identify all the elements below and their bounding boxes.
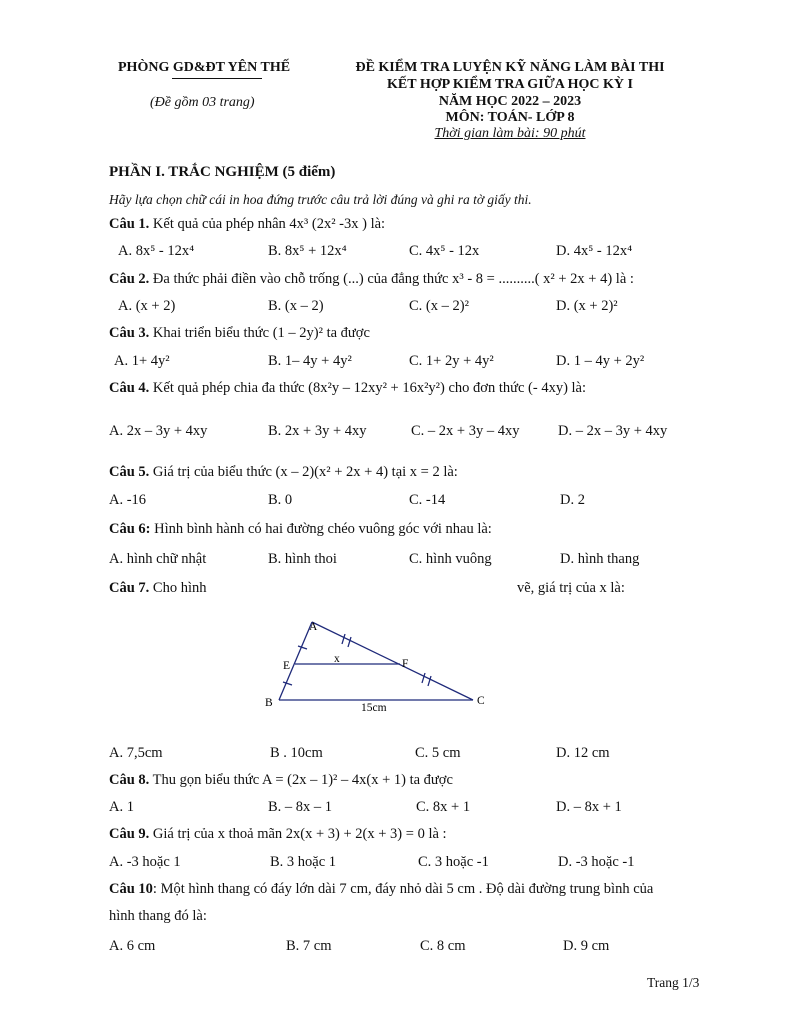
question-7 xyxy=(109,580,207,597)
question-10 xyxy=(109,881,653,898)
question-label: Câu 3. xyxy=(109,325,150,341)
q1-option-d[interactable]: D. 4x⁵ - 12x⁴ xyxy=(556,243,633,259)
question-2 xyxy=(109,271,634,288)
label-x: x xyxy=(334,653,340,665)
question-text: Giá trị của biểu thức (x – 2)(x² + 2x + 4) tại x = 2 là: xyxy=(152,464,458,480)
tick-eb xyxy=(283,682,292,685)
question-label: Câu 7. xyxy=(109,580,150,596)
question-text: Giá trị của x thoả mãn 2x(x + 3) + 2(x + 3) = 0 là : xyxy=(152,826,447,842)
question-label: Câu 4. xyxy=(109,380,150,396)
q5-option-a[interactable]: A. -16 xyxy=(109,492,147,508)
exam-time: Thời gian làm bài: 90 phút xyxy=(434,126,586,141)
q6-option-d[interactable]: D. hình thang xyxy=(560,551,640,567)
question-text: Khai triển biểu thức (1 – 2y)² ta được xyxy=(152,325,370,341)
label-e: E xyxy=(283,660,291,672)
question-8 xyxy=(109,772,453,789)
q6-option-c[interactable]: C. hình vuông xyxy=(409,551,492,567)
question-text: Thu gọn biểu thức A = (2x – 1)² – 4x(x + 1) ta được xyxy=(152,772,453,788)
label-b: B xyxy=(265,697,273,709)
label-a: A xyxy=(309,621,318,633)
q5-option-c[interactable]: C. -14 xyxy=(409,492,446,508)
q8-option-a[interactable]: A. 1 xyxy=(109,799,134,815)
question-text: Hình bình hành có hai đường chéo vuông góc với nhau là: xyxy=(154,521,492,537)
q1-option-b[interactable]: B. 8x⁵ + 12x⁴ xyxy=(268,243,347,259)
tick-fc-2 xyxy=(428,676,431,686)
label-bc-length: 15cm xyxy=(361,702,387,714)
q9-option-c[interactable]: C. 3 hoặc -1 xyxy=(418,854,489,870)
question-label: Câu 1. xyxy=(109,216,150,232)
q1-option-c[interactable]: C. 4x⁵ - 12x xyxy=(409,243,480,259)
question-label: Câu 5. xyxy=(109,464,150,480)
q2-option-b[interactable]: B. (x – 2) xyxy=(268,298,324,314)
question-1 xyxy=(109,216,385,233)
question-label: Câu 10 xyxy=(109,881,153,897)
q5-option-d[interactable]: D. 2 xyxy=(560,492,585,508)
q8-option-d[interactable]: D. – 8x + 1 xyxy=(556,799,622,815)
question-text: Cho hình xyxy=(152,580,207,596)
q7-option-a[interactable]: A. 7,5cm xyxy=(109,745,163,761)
q3-option-d[interactable]: D. 1 – 4y + 2y² xyxy=(556,353,645,369)
page-number: Trang 1/3 xyxy=(647,975,700,990)
question-9 xyxy=(109,826,447,843)
question-6 xyxy=(109,521,492,538)
org-underline xyxy=(172,78,262,79)
q6-option-b[interactable]: B. hình thoi xyxy=(268,551,337,567)
q2-option-d[interactable]: D. (x + 2)² xyxy=(556,298,618,314)
q10-option-a[interactable]: A. 6 cm xyxy=(109,938,156,954)
section-instruction: Hãy lựa chọn chữ cái in hoa đứng trước câu trả lời đúng và ghi ra tờ giấy thi. xyxy=(109,192,532,207)
q4-option-c[interactable]: C. – 2x + 3y – 4xy xyxy=(411,423,520,439)
question-label: Câu 9. xyxy=(109,826,150,842)
q1-option-a[interactable]: A. 8x⁵ - 12x⁴ xyxy=(118,243,195,259)
label-c: C xyxy=(477,695,485,707)
q4-option-b[interactable]: B. 2x + 3y + 4xy xyxy=(268,423,367,439)
question-5 xyxy=(109,464,458,481)
q7-option-c[interactable]: C. 5 cm xyxy=(415,745,461,761)
question-text: Đa thức phải điền vào chỗ trống (...) của đẳng thức x³ - 8 = ..........( x² + 2x + 4) là : xyxy=(152,271,634,287)
q4-option-d[interactable]: D. – 2x – 3y + 4xy xyxy=(558,423,668,439)
q3-option-a[interactable]: A. 1+ 4y² xyxy=(114,353,170,369)
q10-option-d[interactable]: D. 9 cm xyxy=(563,938,610,954)
tick-af-1 xyxy=(342,634,345,644)
tick-ae xyxy=(298,646,307,649)
q2-option-a[interactable]: A. (x + 2) xyxy=(118,298,176,314)
question-4 xyxy=(109,380,586,397)
label-f: F xyxy=(402,658,409,670)
exam-year: NĂM HỌC 2022 – 2023 xyxy=(438,94,582,109)
question-label: Câu 6: xyxy=(109,521,151,537)
section-title: PHẦN I. TRẮC NGHIỆM (5 điểm) xyxy=(109,164,336,180)
q4-option-a[interactable]: A. 2x – 3y + 4xy xyxy=(109,423,208,439)
question-10-line2: hình thang đó là: xyxy=(109,908,207,924)
org-name: PHÒNG GD&ĐT YÊN THẾ xyxy=(118,60,291,75)
q3-option-c[interactable]: C. 1+ 2y + 4y² xyxy=(409,353,494,369)
question-3 xyxy=(109,325,370,342)
q8-option-b[interactable]: B. – 8x – 1 xyxy=(268,799,333,815)
question-label: Câu 8. xyxy=(109,772,150,788)
exam-title-2: KẾT HỢP KIỂM TRA GIỮA HỌC KỲ I xyxy=(387,77,633,92)
q9-option-a[interactable]: A. -3 hoặc 1 xyxy=(109,854,181,870)
question-text: Kết quả phép chia đa thức (8x²y – 12xy² + 16x²y²) cho đơn thức (- 4xy) là: xyxy=(152,380,587,396)
q9-option-d[interactable]: D. -3 hoặc -1 xyxy=(558,854,635,870)
q3-option-b[interactable]: B. 1– 4y + 4y² xyxy=(268,353,352,369)
exam-subject: MÔN: TOÁN- LỚP 8 xyxy=(445,110,575,125)
question-7-text-right: vẽ, giá trị của x là: xyxy=(517,580,625,596)
question-text: : Một hình thang có đáy lớn dài 7 cm, đáy nhỏ dài 5 cm . Độ dài đường trung bình của xyxy=(152,881,654,897)
exam-title-1: ĐỀ KIỂM TRA LUYỆN KỸ NĂNG LÀM BÀI THI xyxy=(355,60,665,75)
q6-option-a[interactable]: A. hình chữ nhật xyxy=(109,551,207,567)
q2-option-c[interactable]: C. (x – 2)² xyxy=(409,298,469,314)
q8-option-c[interactable]: C. 8x + 1 xyxy=(416,799,471,815)
question-text: Kết quả của phép nhân 4x³ (2x² -3x ) là: xyxy=(152,216,386,232)
q9-option-b[interactable]: B. 3 hoặc 1 xyxy=(270,854,337,870)
q7-option-b[interactable]: B . 10cm xyxy=(270,745,323,761)
q7-option-d[interactable]: D. 12 cm xyxy=(556,745,610,761)
q10-option-b[interactable]: B. 7 cm xyxy=(286,938,332,954)
question-label: Câu 2. xyxy=(109,271,150,287)
q5-option-b[interactable]: B. 0 xyxy=(268,492,293,508)
q10-option-c[interactable]: C. 8 cm xyxy=(420,938,466,954)
triangle-figure xyxy=(255,612,505,717)
page-count-note: (Đề gồm 03 trang) xyxy=(150,95,255,110)
tick-af-2 xyxy=(348,637,351,647)
tick-fc-1 xyxy=(422,673,425,683)
